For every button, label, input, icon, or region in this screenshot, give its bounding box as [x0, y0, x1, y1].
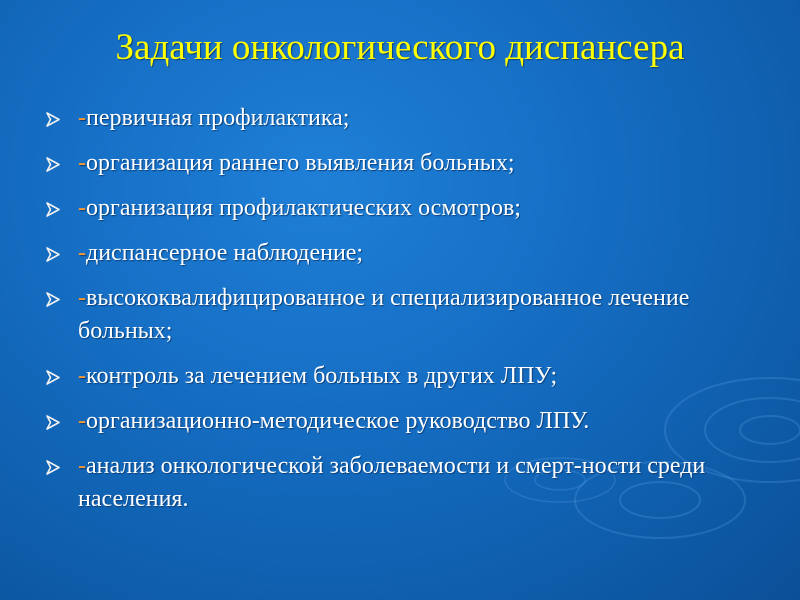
item-dash: -: [78, 285, 86, 311]
list-item: [46, 237, 776, 270]
list-item: [46, 282, 776, 348]
arrow-bullet-icon: [46, 415, 60, 430]
item-text: организация профилактических осмотров;: [86, 195, 521, 221]
list-item: [46, 360, 776, 393]
item-text: высококвалифицированное и специализированное лечение больных;: [78, 285, 690, 344]
arrow-bullet-icon: [46, 157, 60, 172]
item-dash: -: [78, 150, 86, 176]
list-item: [46, 450, 776, 516]
item-dash: -: [78, 240, 86, 266]
item-text: анализ онкологической заболеваемости и смерт-ности среди населения.: [78, 453, 706, 512]
task-list: [46, 102, 776, 528]
item-text: организация раннего выявления больных;: [86, 150, 515, 176]
item-dash: -: [78, 363, 86, 389]
arrow-bullet-icon: [46, 247, 60, 262]
item-dash: -: [78, 195, 86, 221]
list-item: [46, 192, 776, 225]
item-dash: -: [78, 408, 86, 434]
arrow-bullet-icon: [46, 460, 60, 475]
arrow-bullet-icon: [46, 292, 60, 307]
item-text: контроль за лечением больных в других ЛПУ;: [86, 363, 558, 389]
item-text: первичная профилактика;: [86, 105, 350, 131]
item-text: диспансерное наблюдение;: [86, 240, 364, 266]
arrow-bullet-icon: [46, 370, 60, 385]
item-dash: -: [78, 105, 86, 131]
arrow-bullet-icon: [46, 112, 60, 127]
arrow-bullet-icon: [46, 202, 60, 217]
list-item: [46, 405, 776, 438]
slide-title: Задачи онкологического диспансера: [115, 27, 685, 68]
list-item: [46, 102, 776, 135]
item-dash: -: [78, 453, 86, 479]
item-text: организационно-методическое руководство ЛПУ.: [86, 408, 590, 434]
list-item: [46, 147, 776, 180]
